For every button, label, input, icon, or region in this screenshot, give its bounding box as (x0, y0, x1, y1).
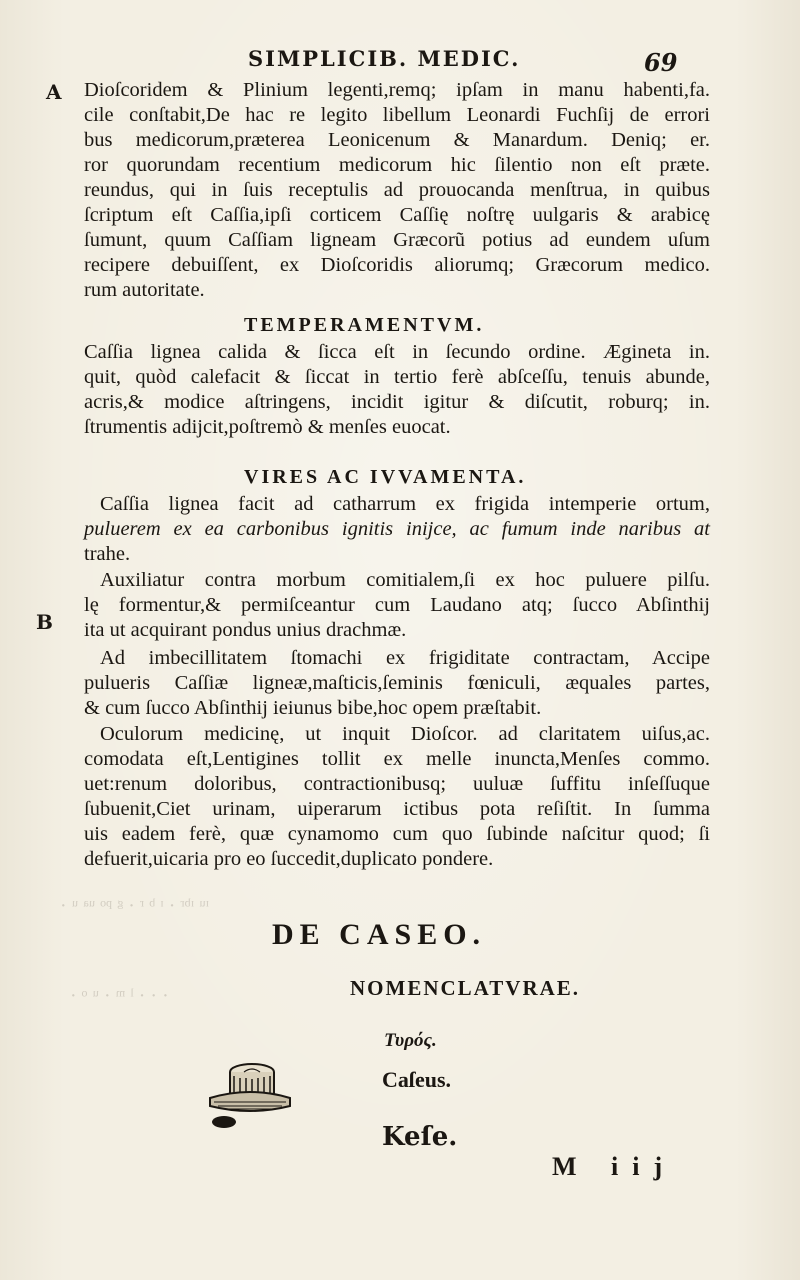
heading-vires: VIRES AC IVVAMENTA. (244, 466, 527, 488)
text-line: Caſſia lignea facit ad catharrum ex frigida intemperie ortum, (100, 493, 710, 515)
text-line: recipere debuiſſent, ex Dioſcoridis aliorumq; Grӕcorum medico. (84, 254, 710, 276)
heading-temperamentum: TEMPERAMENTVM. (244, 314, 485, 336)
name-latin: Caſeus. (382, 1067, 452, 1092)
text-line: ſtrumentis adijcit,poſtremò & menſes euocat. (84, 416, 451, 438)
text-line: Auxiliatur contra morbum comitialem,ſi ex hoc puluere pilſu. (100, 569, 710, 591)
text-line: trahe. (84, 543, 131, 565)
text-line: ror quorundam recentium medicorum hic ſilentio non eſt prӕte. (84, 154, 710, 176)
text-line: & cum ſucco Abſinthij ieiunus bibe,hoc opem prӕſtabit. (84, 697, 542, 719)
text-line: lę formentur,& permiſceantur cum Laudano atq; ſucco Abſinthij (84, 594, 710, 616)
name-german: Keſe. (382, 1122, 458, 1152)
bleed-through-text: · · · ˡ ᵐ · ᵘ ᵒ · (70, 985, 169, 1007)
text-line: acris,& modice aſtringens, incidit igitur & diſcutit, roburq; in. (84, 391, 710, 413)
paragraph-oculorum (84, 722, 710, 872)
text-line: defuerit,uicaria pro eo ſuccedit,duplicato pondere. (84, 848, 494, 870)
text-line: Ad imbecillitatem ſtomachi ex frigiditate contractam, Accipe (100, 647, 710, 669)
paragraph-comitialem (84, 568, 710, 643)
text-line: quit, quòd calefacit & ſiccat in tertio ferè abſceſſu, tenuis abunde, (84, 366, 710, 388)
nomenclature-heading: NOMENCLATVRAE. (350, 976, 581, 1000)
text-line: Dioſcoridem & Plinium legenti,remq; ipſam in manu habenti,fa. (84, 79, 710, 101)
name-greek: Τυρός. (384, 1030, 437, 1051)
text-line: comodata eſt,Lentigines tollit ex melle inuncta,Menſes commo. (84, 748, 710, 770)
cheese-woodcut-icon (200, 1042, 300, 1134)
section-title: DE CASEO. (272, 918, 487, 951)
paragraph-temperamentum (84, 340, 710, 440)
paragraph-intro (84, 78, 710, 303)
text-line: uis eadem ferè, quӕ cynamomo cum quo ſubinde naſcitur quod; ſi (84, 823, 710, 845)
text-line: rum autoritate. (84, 279, 205, 301)
signature-mark: M iij (552, 1152, 677, 1181)
paragraph-catharrum (84, 492, 710, 567)
paragraph-stomachi (84, 646, 710, 721)
text-line: puluerem ex ea carbonibus ignitis inijce, ac fumum inde naribus at (84, 518, 710, 540)
bleed-through-text: ᶦᵘ ᶦᵇʳ · ᶦ ᵇ ʳ · ᵍ ᵖᵒ ᵘᵃ ᵘ · (60, 895, 210, 917)
page-number: 69 (644, 48, 678, 77)
text-line: ſubuenit,Ciet urinam, uiperarum ictibus pota reſiſtit. In ſumma (84, 798, 710, 820)
margin-letter-b: B (36, 610, 53, 634)
text-line: Oculorum medicinę, ut inquit Dioſcor. ad claritatem uiſus,ac. (100, 723, 710, 745)
text-line: bus medicorum,prӕterea Leonicenum & Manardum. Deniq; er. (84, 129, 710, 151)
running-head: SIMPLICIB. MEDIC. (248, 46, 521, 71)
text-line: pulueris Caſſiӕ ligneӕ,maſticis,ſeminis fœniculi, ӕquales partes, (84, 672, 710, 694)
text-line: ita ut acquirant pondus unius drachmӕ. (84, 619, 407, 641)
text-line: ſumunt, quum Caſſiam ligneam Grӕcorũ potius ad eundem uſum (84, 229, 710, 251)
text-line: cile conſtabit,De hac re legito libellum Leonardi Fuchſij de errori (84, 104, 710, 126)
text-line: uet:renum doloribus, contractionibusq; uuluӕ ſuffitu inſeſſuque (84, 773, 710, 795)
text-line: Caſſia lignea calida & ſicca eſt in ſecundo ordine. Ӕgineta in. (84, 341, 710, 363)
margin-letter-a: A (46, 80, 62, 104)
text-line: reundus, qui in ſuis receptulis ad prouocanda menſtrua, in quibus (84, 179, 710, 201)
text-line: ſcriptum eſt Caſſia,ipſi corticem Caſſię noſtrę uulgaris & arabicę (84, 204, 710, 226)
